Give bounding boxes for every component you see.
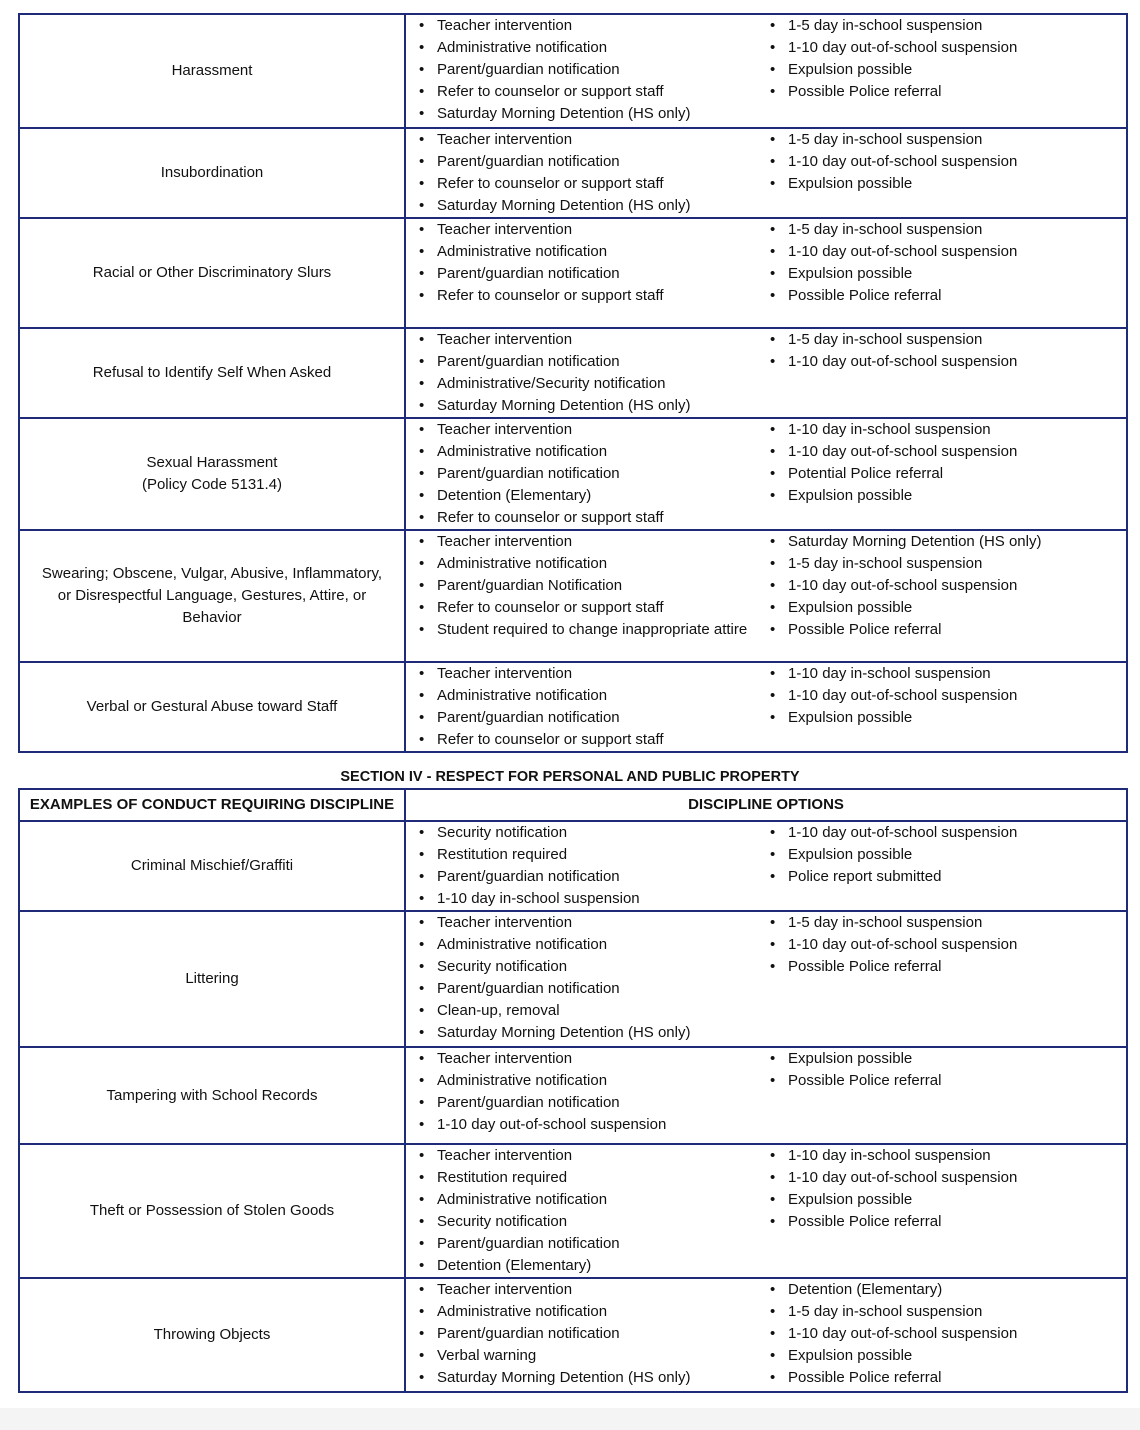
list-item: • Teacher intervention <box>406 1048 757 1070</box>
conduct-text: Throwing Objects <box>153 1326 271 1343</box>
bullet-list <box>406 1145 757 1277</box>
list-item: • Detention (Elementary) <box>406 485 757 507</box>
discipline-options-right <box>757 218 1127 328</box>
table-row <box>19 218 1127 328</box>
list-item: • Possible Police referral <box>757 1211 1126 1233</box>
list-item: • 1-10 day out-of-school suspension <box>757 151 1126 173</box>
table-row <box>19 1047 1127 1144</box>
list-item: • 1-10 day out-of-school suspension <box>757 934 1126 956</box>
conduct-cell <box>19 1047 405 1144</box>
discipline-options-right <box>757 328 1127 418</box>
list-item: • 1-10 day out-of-school suspension <box>757 1167 1126 1189</box>
bullet-list <box>757 1279 1126 1389</box>
list-item: • 1-5 day in-school suspension <box>757 15 1126 37</box>
bullet-list <box>406 329 757 417</box>
bullet-list <box>757 531 1126 641</box>
bullet-list <box>406 1048 757 1136</box>
discipline-options-right <box>757 530 1127 662</box>
list-item: • 1-10 day in-school suspension <box>757 1145 1126 1167</box>
list-item: • Saturday Morning Detention (HS only) <box>757 531 1126 553</box>
list-item: • Security notification <box>406 956 757 978</box>
bullet-list <box>406 912 757 1044</box>
conduct-cell <box>19 1144 405 1278</box>
list-item: • Student required to change inappropriate attire <box>406 619 757 641</box>
list-item: • Administrative/Security notification <box>406 373 757 395</box>
list-item: • Saturday Morning Detention (HS only) <box>406 1022 757 1044</box>
list-item: • Expulsion possible <box>757 597 1126 619</box>
conduct-text: Behavior <box>182 609 242 626</box>
list-item: • Expulsion possible <box>757 1048 1126 1070</box>
discipline-options-left <box>405 1278 757 1392</box>
list-item: • Teacher intervention <box>406 419 757 441</box>
list-item: • 1-10 day out-of-school suspension <box>757 351 1126 373</box>
conduct-text: or Disrespectful Language, Gestures, Attire, or <box>57 587 367 604</box>
discipline-table-section-iv <box>18 788 1128 1393</box>
list-item: • Administrative notification <box>406 934 757 956</box>
list-item: • Parent/guardian notification <box>406 866 757 888</box>
list-item: • 1-10 day out-of-school suspension <box>757 1323 1126 1345</box>
discipline-options-left <box>405 1047 757 1144</box>
discipline-options-left <box>405 14 757 128</box>
list-item: • Teacher intervention <box>406 663 757 685</box>
table-row <box>19 821 1127 911</box>
list-item: • 1-10 day out-of-school suspension <box>757 441 1126 463</box>
list-item: • Administrative notification <box>406 553 757 575</box>
conduct-text: Swearing; Obscene, Vulgar, Abusive, Inflammatory, <box>41 565 383 582</box>
list-item: • Administrative notification <box>406 37 757 59</box>
bullet-list <box>406 663 757 751</box>
conduct-text: Insubordination <box>160 164 264 181</box>
list-item: • Parent/guardian notification <box>406 1092 757 1114</box>
list-item: • Expulsion possible <box>757 1345 1126 1367</box>
bullet-list <box>757 912 1126 978</box>
bullet-list <box>406 822 757 910</box>
list-item: • 1-10 day in-school suspension <box>757 419 1126 441</box>
list-item: • Parent/guardian Notification <box>406 575 757 597</box>
discipline-options-right <box>757 821 1127 911</box>
bullet-list <box>406 219 757 307</box>
table-body <box>19 14 1127 752</box>
list-item: • Teacher intervention <box>406 219 757 241</box>
table-row <box>19 128 1127 218</box>
discipline-options-right <box>757 662 1127 752</box>
table-row <box>19 1278 1127 1392</box>
list-item: • Administrative notification <box>406 241 757 263</box>
bullet-list <box>757 419 1126 507</box>
list-item: • Expulsion possible <box>757 707 1126 729</box>
list-item: • Parent/guardian notification <box>406 1323 757 1345</box>
list-item: • 1-5 day in-school suspension <box>757 553 1126 575</box>
conduct-text: Theft or Possession of Stolen Goods <box>89 1202 335 1219</box>
discipline-options-right <box>757 1047 1127 1144</box>
list-item: • 1-10 day out-of-school suspension <box>757 241 1126 263</box>
list-item: • 1-10 day out-of-school suspension <box>757 575 1126 597</box>
list-item: • Detention (Elementary) <box>757 1279 1126 1301</box>
list-item: • Parent/guardian notification <box>406 263 757 285</box>
list-item: • 1-10 day out-of-school suspension <box>757 822 1126 844</box>
conduct-text: Verbal or Gestural Abuse toward Staff <box>86 698 338 715</box>
bullet-list <box>757 663 1126 729</box>
list-item: • 1-10 day in-school suspension <box>757 663 1126 685</box>
list-item: • Security notification <box>406 1211 757 1233</box>
discipline-options-right <box>757 418 1127 530</box>
bullet-list <box>757 1048 1126 1092</box>
discipline-options-right <box>757 14 1127 128</box>
list-item: • 1-10 day out-of-school suspension <box>757 685 1126 707</box>
table-header <box>19 789 1127 821</box>
list-item: • Teacher intervention <box>406 329 757 351</box>
list-item: • Detention (Elementary) <box>406 1255 757 1277</box>
bullet-list <box>757 129 1126 195</box>
header-discipline-options: DISCIPLINE OPTIONS <box>405 789 1127 821</box>
conduct-cell <box>19 821 405 911</box>
list-item: • Refer to counselor or support staff <box>406 81 757 103</box>
list-item: • 1-5 day in-school suspension <box>757 219 1126 241</box>
list-item: • Parent/guardian notification <box>406 59 757 81</box>
list-item: • Administrative notification <box>406 1189 757 1211</box>
discipline-options-left <box>405 911 757 1047</box>
bullet-list <box>757 1145 1126 1233</box>
bullet-list <box>757 822 1126 888</box>
list-item: • Potential Police referral <box>757 463 1126 485</box>
conduct-text: Sexual Harassment <box>146 454 278 471</box>
conduct-text: Tampering with School Records <box>106 1086 318 1104</box>
list-item: • Administrative notification <box>406 685 757 707</box>
list-item: • 1-10 day out-of-school suspension <box>757 37 1126 59</box>
table-row <box>19 328 1127 418</box>
table-row <box>19 14 1127 128</box>
list-item: • 1-5 day in-school suspension <box>757 912 1126 934</box>
list-item: • Administrative notification <box>406 1301 757 1323</box>
list-item: • Verbal warning <box>406 1345 757 1367</box>
list-item: • Possible Police referral <box>757 956 1126 978</box>
list-item: • Expulsion possible <box>757 485 1126 507</box>
list-item: • Parent/guardian notification <box>406 463 757 485</box>
header-row <box>19 789 1127 821</box>
discipline-options-left <box>405 821 757 911</box>
conduct-cell <box>19 328 405 418</box>
discipline-options-right <box>757 128 1127 218</box>
list-item: • Possible Police referral <box>757 285 1126 307</box>
table-row <box>19 418 1127 530</box>
conduct-cell <box>19 1278 405 1392</box>
list-item: • Police report submitted <box>757 866 1126 888</box>
discipline-options-left <box>405 530 757 662</box>
discipline-options-right <box>757 1144 1127 1278</box>
list-item: • Possible Police referral <box>757 1070 1126 1092</box>
list-item: • Teacher intervention <box>406 15 757 37</box>
list-item: • Parent/guardian notification <box>406 1233 757 1255</box>
conduct-text: Harassment <box>171 62 253 79</box>
bullet-list <box>406 531 757 641</box>
list-item: • Saturday Morning Detention (HS only) <box>406 195 757 217</box>
list-item: • Security notification <box>406 822 757 844</box>
discipline-options-left <box>405 662 757 752</box>
table-row <box>19 911 1127 1047</box>
table-row <box>19 1144 1127 1278</box>
list-item: • Administrative notification <box>406 1070 757 1092</box>
list-item: • 1-5 day in-school suspension <box>757 129 1126 151</box>
conduct-cell <box>19 14 405 128</box>
list-item: • 1-10 day out-of-school suspension <box>406 1114 757 1136</box>
conduct-cell <box>19 128 405 218</box>
list-item: • 1-10 day in-school suspension <box>406 888 757 910</box>
discipline-options-left <box>405 1144 757 1278</box>
list-item: • Expulsion possible <box>757 1189 1126 1211</box>
list-item: • Possible Police referral <box>757 1367 1126 1389</box>
list-item: • Teacher intervention <box>406 912 757 934</box>
list-item: • Possible Police referral <box>757 619 1126 641</box>
list-item: • Refer to counselor or support staff <box>406 729 757 751</box>
discipline-options-left <box>405 128 757 218</box>
list-item: • Expulsion possible <box>757 844 1126 866</box>
list-item: • Expulsion possible <box>757 173 1126 195</box>
list-item: • Refer to counselor or support staff <box>406 597 757 619</box>
list-item: • Saturday Morning Detention (HS only) <box>406 395 757 417</box>
list-item: • Teacher intervention <box>406 531 757 553</box>
conduct-cell <box>19 218 405 328</box>
conduct-cell <box>19 530 405 662</box>
list-item: • Parent/guardian notification <box>406 151 757 173</box>
list-item: • Expulsion possible <box>757 59 1126 81</box>
conduct-cell <box>19 911 405 1047</box>
list-item: • Teacher intervention <box>406 1145 757 1167</box>
list-item: • Teacher intervention <box>406 1279 757 1301</box>
list-item: • 1-5 day in-school suspension <box>757 1301 1126 1323</box>
conduct-text: Refusal to Identify Self When Asked <box>92 364 332 381</box>
conduct-text: Littering <box>185 970 239 987</box>
list-item: • Parent/guardian notification <box>406 978 757 1000</box>
bullet-list <box>406 419 757 529</box>
list-item: • Restitution required <box>406 1167 757 1189</box>
table-body <box>19 821 1127 1392</box>
conduct-text: Criminal Mischief/Graffiti <box>130 857 294 874</box>
list-item: • Possible Police referral <box>757 81 1126 103</box>
bullet-list <box>757 219 1126 307</box>
conduct-cell <box>19 418 405 530</box>
list-item: • Parent/guardian notification <box>406 351 757 373</box>
discipline-options-left <box>405 418 757 530</box>
list-item: • Parent/guardian notification <box>406 707 757 729</box>
bullet-list <box>757 329 1126 373</box>
list-item: • Refer to counselor or support staff <box>406 173 757 195</box>
list-item: • Saturday Morning Detention (HS only) <box>406 1367 757 1389</box>
discipline-options-left <box>405 328 757 418</box>
conduct-text: Racial or Other Discriminatory Slurs <box>92 264 332 281</box>
discipline-options-right <box>757 911 1127 1047</box>
discipline-options-left <box>405 218 757 328</box>
header-conduct: EXAMPLES OF CONDUCT REQUIRING DISCIPLINE <box>19 789 405 821</box>
discipline-table-continued <box>18 13 1128 753</box>
conduct-cell <box>19 662 405 752</box>
list-item: • Expulsion possible <box>757 263 1126 285</box>
list-item: • Clean-up, removal <box>406 1000 757 1022</box>
bullet-list <box>757 15 1126 103</box>
conduct-text: (Policy Code 5131.4) <box>141 476 283 493</box>
list-item: • Teacher intervention <box>406 129 757 151</box>
list-item: • Refer to counselor or support staff <box>406 285 757 307</box>
list-item: • Refer to counselor or support staff <box>406 507 757 529</box>
table-row <box>19 530 1127 662</box>
bullet-list <box>406 1279 757 1389</box>
table-row <box>19 662 1127 752</box>
list-item: • Saturday Morning Detention (HS only) <box>406 103 757 125</box>
bullet-list <box>406 129 757 217</box>
discipline-options-right <box>757 1278 1127 1392</box>
list-item: • Administrative notification <box>406 441 757 463</box>
list-item: • 1-5 day in-school suspension <box>757 329 1126 351</box>
list-item: • Restitution required <box>406 844 757 866</box>
section-title: SECTION IV - RESPECT FOR PERSONAL AND PUBLIC PROPERTY <box>340 769 800 785</box>
bullet-list <box>406 15 757 125</box>
